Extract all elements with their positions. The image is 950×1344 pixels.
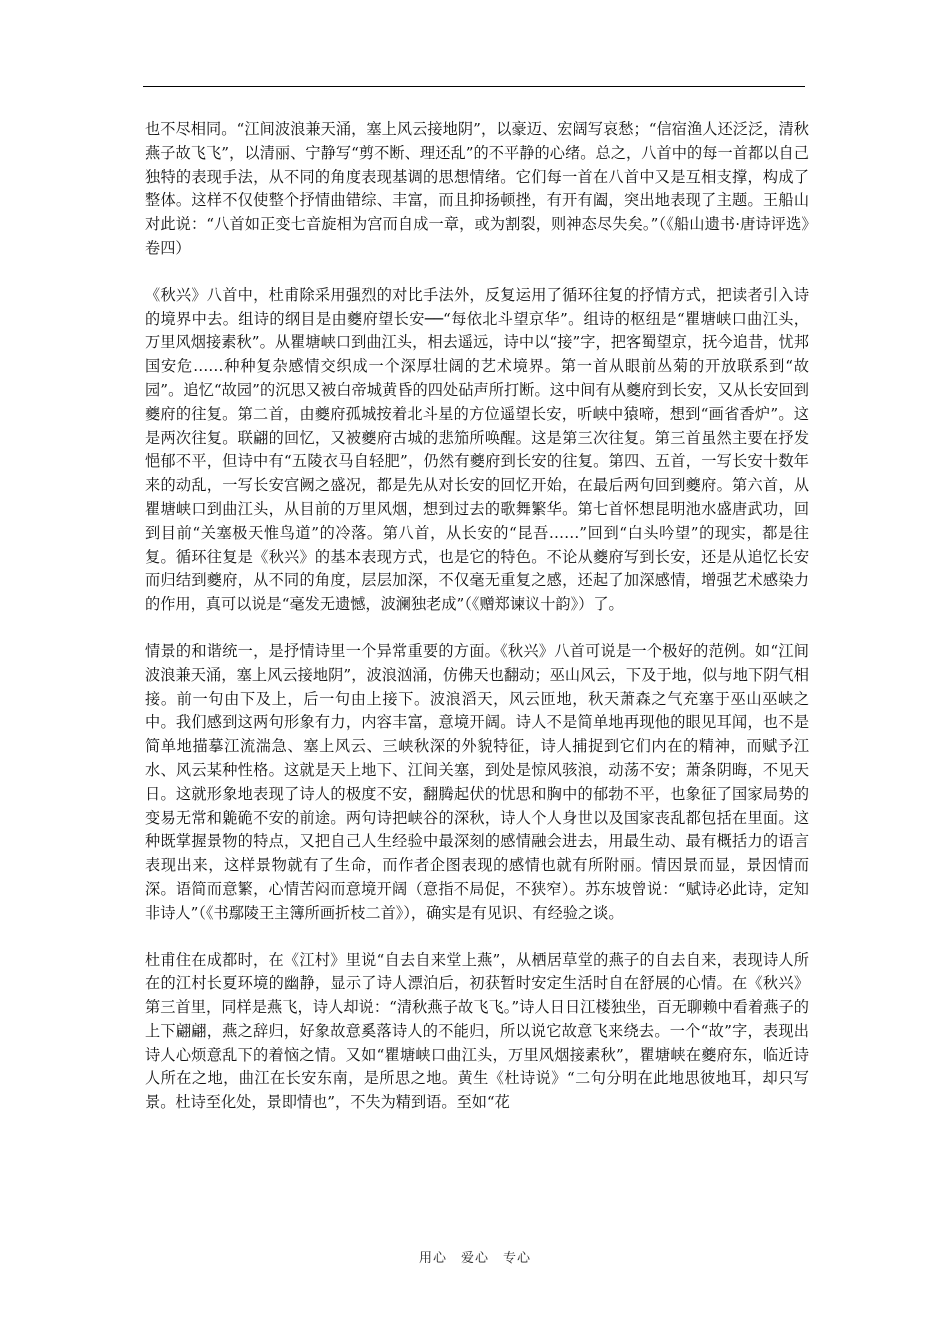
paragraph-3: 情景的和谐统一，是抒情诗里一个异常重要的方面。《秋兴》八首可说是一个极好的范例。如“江间波浪兼天涌，塞上风云接地阴”，波浪汹涌，仿佛天也翻动；巫山风云，下及于地，似与地下阴气相接。前一句由下及上，后一句由上接下。波浪滔天，风云匝地，秋天萧森之气充塞于巫山巫峡之中。我们感到这两句形象有力，内容丰富，意境开阔。诗人不是简单地再现他的眼见耳闻，也不是简单地描摹江流湍急、塞上风云、三峡秋深的外貌特征，诗人捕捉到它们内在的精神，而赋予江水、风云某种性格。这就是天上地下、江间关塞，到处是惊风骇浪，动荡不安；萧条阴晦，不见天日。这就形象地表现了诗人的极度不安，翻腾起伏的忧思和胸中的郁勃不平，也象征了国家局势的变易无常和臲硊不安的前途。两句诗把峡谷的深秋，诗人个人身世以及国家丧乱都包括在里面。这种既掌握景物的特点，又把自己人生经验中最深刻的感情融会进去，用最生动、最有概括力的语言表现出来，这样景物就有了生命，而作者企图表现的感情也就有所附丽。情因景而显，景因情而深。语简而意繁，心情苦闷而意境开阔（意指不局促，不狭窄）。苏东坡曾说：“赋诗必此诗，定知非诗人”（《书鄢陵王主簿所画折枝二首》），确实是有见识、有经验之谈。	[145, 641, 809, 922]
paragraph-1: 也不尽相同。“江间波浪兼天涌，塞上风云接地阴”，以豪迈、宏阔写哀愁；“信宿渔人还泛泛，清秋燕子故飞飞”，以清丽、宁静写“剪不断、理还乱”的不平静的心绪。总之，八首中的每一首都以自己独特的表现手法，从不同的角度表现基调的思想情绪。它们每一首在八首中又是互相支撑，构成了整体。这样不仅使整个抒情曲错综、丰富，而且抑扬顿挫，有开有阖，突出地表现了主题。王船山对此说：“八首如正变七音旋相为宫而自成一章，或为割裂，则神态尽失矣。”（《船山遗书·唐诗评选》卷四）	[145, 120, 809, 257]
document-body	[145, 118, 809, 1138]
paragraph-4: 杜甫住在成都时，在《江村》里说“自去自来堂上燕”，从栖居草堂的燕子的自去自来，表现诗人所在的江村长夏环境的幽静，显示了诗人漂泊后，初获暂时安定生活时自在舒展的心情。在《秋兴》第三首里，同样是燕飞，诗人却说：“清秋燕子故飞飞。”诗人日日江楼独坐，百无聊赖中看着燕子的上下翩翩，燕之辞归，好象故意奚落诗人的不能归，所以说它故意飞来绕去。一个“故”字，表现出诗人心烦意乱下的着恼之情。又如“瞿塘峡口曲江头，万里风烟接素秋”，瞿塘峡在夔府东，临近诗人所在之地，曲江在长安东南，是所思之地。黄生《杜诗说》“二句分明在此地思彼地耳，却只写景。杜诗至化处，景即情也”，不失为精到语。至如“花	[145, 950, 809, 1112]
header-rule	[143, 86, 805, 87]
paragraph-2: 《秋兴》八首中，杜甫除采用强烈的对比手法外，反复运用了循环往复的抒情方式，把读者引入诗的境界中去。组诗的纲目是由夔府望长安──“每依北斗望京华”。组诗的枢纽是“瞿塘峡口曲江头，万里风烟接素秋”。从瞿塘峡口到曲江头，相去遥远，诗中以“接”字，把客蜀望京，抚今追昔，忧邦国安危……种种复杂感情交织成一个深厚壮阔的艺术境界。第一首从眼前丛菊的开放联系到“故园”。追忆“故园”的沉思又被白帝城黄昏的四处砧声所打断。这中间有从夔府到长安，又从长安回到夔府的往复。第二首，由夔府孤城按着北斗星的方位遥望长安，听峡中猿啼，想到“画省香炉”。这是两次往复。联翩的回忆，又被夔府古城的悲笳所唤醒。这是第三次往复。第三首虽然主要在抒发悒郁不平，但诗中有“五陵衣马自轻肥”，仍然有夔府到长安的往复。第四、五首，一写长安十数年来的动乱，一写长安宫阙之盛况，都是先从对长安的回忆开始，在最后两句回到夔府。第六首，从瞿塘峡口到曲江头，从目前的万里风烟，想到过去的歌舞繁华。第七首怀想昆明池水盛唐武功，回到目前“关塞极天惟鸟道”的冷落。第八首，从长安的“昆吾……”回到“白头吟望”的现实，都是往复。循环往复是《秋兴》的基本表现方式，也是它的特色。不论从夔府写到长安，还是从追忆长安而归结到夔府，从不同的角度，层层加深，不仅毫无重复之感，还起了加深感情，增强艺术感染力的作用，真可以说是“毫发无遗憾，波澜独老成”（《赠郑谏议十韵》）了。	[145, 285, 809, 614]
page-footer: 用心 爱心 专心	[418, 1251, 531, 1266]
